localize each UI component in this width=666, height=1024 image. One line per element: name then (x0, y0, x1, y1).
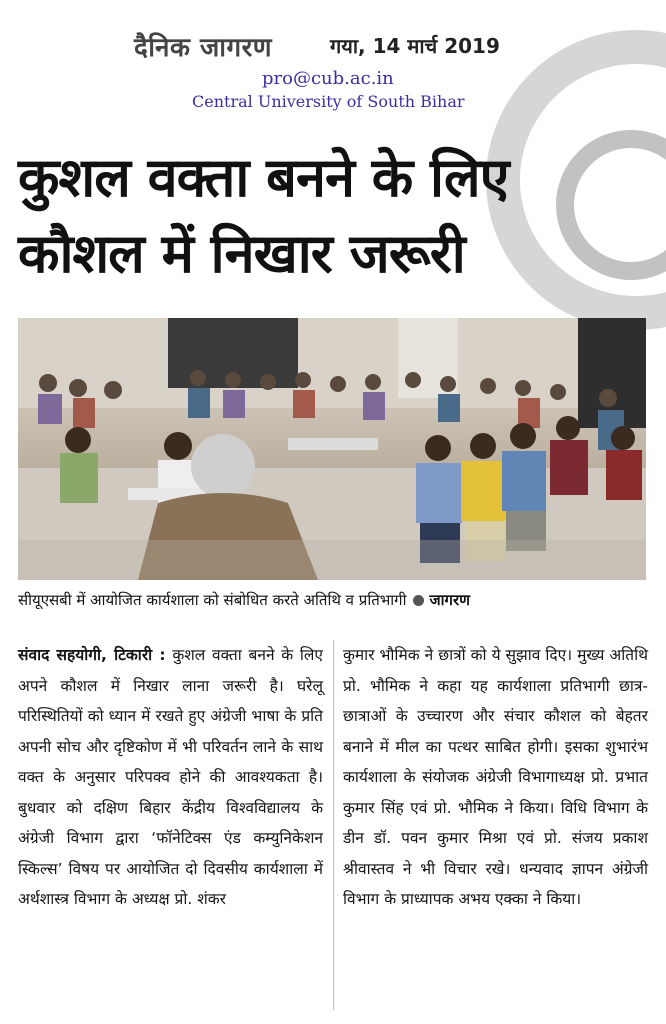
headline-line-1: कुशल वक्ता बनने के लिए (18, 146, 509, 209)
workshop-photo-illustration (18, 318, 646, 580)
article-text-2: कुमार भौमिक ने छात्रों को ये सुझाव दिए। मुख्य अतिथि प्रो. भौमिक ने कहा यह कार्यशाला प्रतिभागी छात्र-छात्राओं के उच्चारण और संचार कौशल को बेहतर बनाने में मील का पत्थर साबित होगी। इसका शुभारंभ कार्यशाला के संयोजक अंग्रेजी विभागाध्यक्ष प्रो. प्रभात कुमार सिंह एवं प्रो. भौमिक ने किया। विधि विभाग के डीन डॉ. पवन कुमार मिश्रा एवं प्रो. संजय प्रकाश श्रीवास्तव ने भी विचार रखे। धन्यवाद ज्ञापन अंग्रेजी विभाग के प्राध्यापक अभय एक्का ने किया। (343, 646, 648, 908)
dateline: गया, 14 मार्च 2019 (330, 34, 500, 58)
caption-text: सीयूएसबी में आयोजित कार्यशाला को संबोधित करते अतिथि व प्रतिभागी (18, 591, 407, 609)
news-photo (18, 318, 646, 580)
article-text-1: कुशल वक्ता बनने के लिए अपने कौशल में निखार लाना जरूरी है। घरेलू परिस्थितियों को ध्यान में रखते हुए अंग्रेजी भाषा के प्रति अपनी सोच और दृष्टिकोण में भी परिवर्तन लाने के साथ वक्त के अनुसार परिपक्व होने की आवश्यकता है। बुधवार को दक्षिण बिहार केंद्रीय विश्वविद्यालय के अंग्रेजी विभाग द्वारा ‘फॉनेटिक्स एंड कम्युनिकेशन स्किल्स’ विषय पर आयोजित दो दिवसीय कार्यशाला में अर्थशास्त्र विभाग के अध्यक्ष प्रो. शंकर (18, 646, 323, 908)
contact-email: pro@cub.ac.in (262, 68, 394, 89)
bullet-icon (413, 595, 424, 606)
photo-credit: जागरण (429, 591, 470, 609)
headline (18, 140, 618, 292)
newspaper-masthead: दैनिक जागरण (134, 33, 273, 63)
article-column-1 (18, 640, 323, 915)
photo-caption (18, 590, 646, 610)
article-column-2 (343, 640, 648, 915)
headline-line-2: कौशल में निखार जरूरी (18, 222, 465, 285)
institute-name: Central University of South Bihar (192, 92, 465, 111)
byline: संवाद सहयोगी, टिकारी : (18, 646, 166, 664)
column-divider (333, 640, 334, 1010)
